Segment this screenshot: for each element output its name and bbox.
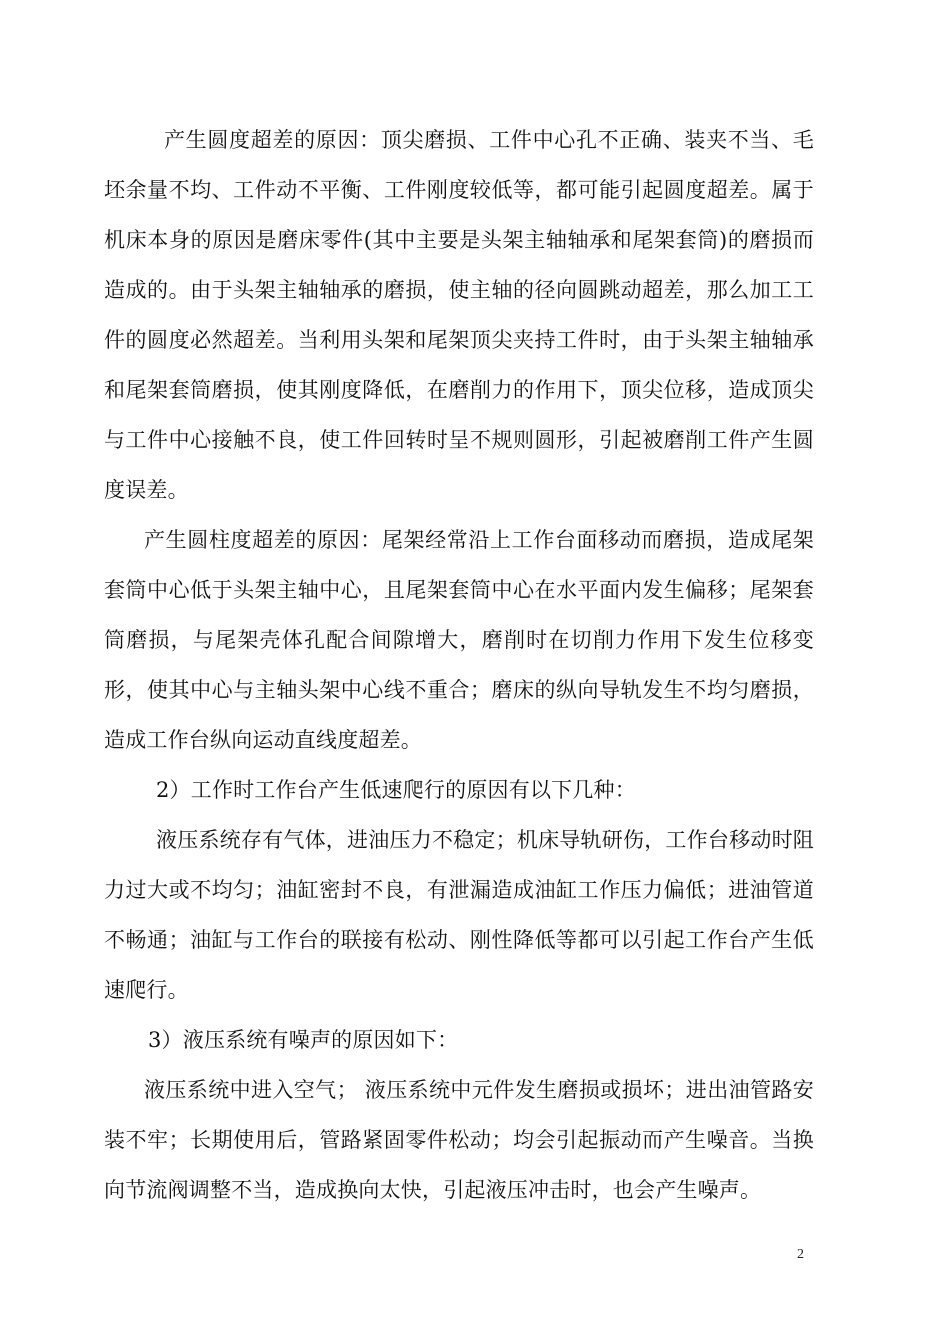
- heading-low-speed-crawling: 2）工作时工作台产生低速爬行的原因有以下几种：: [156, 778, 636, 802]
- page-number: 2: [797, 1247, 804, 1262]
- paragraph-roundness-causes: 产生圆度超差的原因：顶尖磨损、工件中心孔不正确、装夹不当、毛坯余量不均、工件动不平衡、工件刚度较低等，都可能引起圆度超差。属于机床本身的原因是磨床零件(其中主要是头架主轴轴承和尾架套筒)的磨损而造成的。由于头架主轴轴承的磨损，使主轴的径向圆跳动超差，那么加工工件的圆度必然超差。当利用头架和尾架顶尖夹持工件时，由于头架主轴轴承和尾架套筒磨损，使其刚度降低，在磨削力的作用下，顶尖位移，造成顶尖与工件中心接触不良，使工件回转时呈不规则圆形，引起被磨削工件产生圆度误差。: [104, 128, 814, 502]
- paragraph-crawling-causes: 液压系统存有气体，进油压力不稳定；机床导轨研伤，工作台移动时阻力过大或不均匀；油缸密封不良，有泄漏造成油缸工作压力偏低；进油管道不畅通；油缸与工作台的联接有松动、刚性降低等都可以引起工作台产生低速爬行。: [104, 828, 814, 1002]
- document-body: [104, 115, 814, 1215]
- heading-hydraulic-noise: 3）液压系统有噪声的原因如下：: [148, 1028, 459, 1052]
- paragraph-noise-causes: 液压系统中进入空气； 液压系统中元件发生磨损或损坏；进出油管路安装不牢；长期使用后，管路紧固零件松动；均会引起振动而产生噪音。当换向节流阀调整不当，造成换向太快，引起液压冲击时，也会产生噪声。: [104, 1078, 814, 1202]
- paragraph-cylindricity-causes: 产生圆柱度超差的原因：尾架经常沿上工作台面移动而磨损，造成尾架套筒中心低于头架主轴中心，且尾架套筒中心在水平面内发生偏移；尾架套筒磨损，与尾架壳体孔配合间隙增大，磨削时在切削力作用下发生位移变形，使其中心与主轴头架中心线不重合；磨床的纵向导轨发生不均匀磨损，造成工作台纵向运动直线度超差。: [104, 528, 814, 752]
